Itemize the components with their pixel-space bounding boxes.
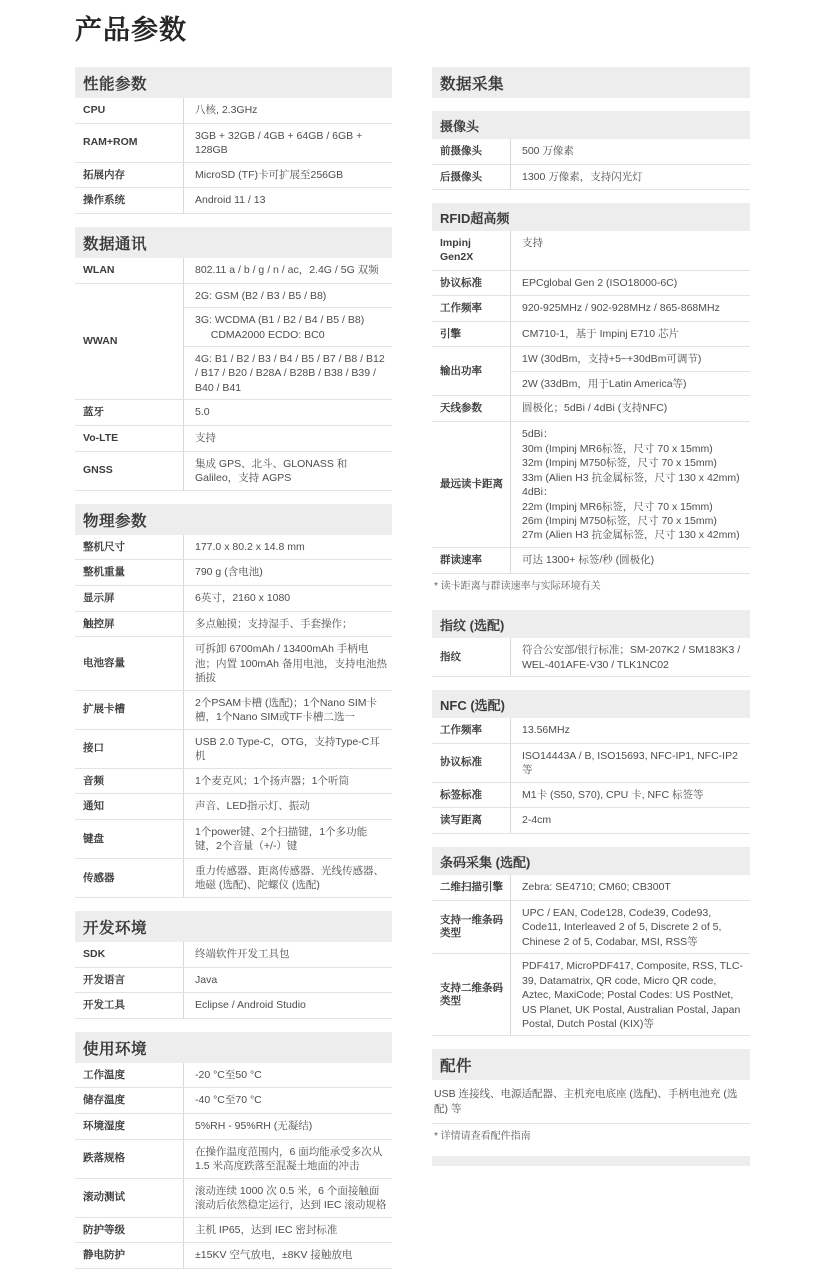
spec-label: 跌落规格 — [83, 1152, 125, 1165]
spec-label: 防护等级 — [83, 1223, 125, 1236]
spec-values — [183, 1179, 392, 1217]
spec-value-line: 滚动连续 1000 次 0.5 米，6 个面接触面滚动后依然稳定运行，达到 IEC 滚动规格 — [195, 1184, 387, 1212]
spec-values — [183, 637, 392, 689]
spec-label: 接口 — [83, 742, 104, 755]
spec-value-line: 177.0 x 80.2 x 14.8 mm — [195, 540, 305, 553]
spec-row — [432, 744, 750, 783]
spec-value-line: Zebra: SE4710; CM60; CB300T — [522, 880, 671, 893]
spec-value-cell — [184, 98, 392, 123]
spec-value-cell — [184, 1179, 392, 1217]
spec-value-cell — [184, 258, 392, 283]
spec-value-line: 可拆卸 6700mAh / 13400mAh 手柄电池；内置 100mAh 备用电池，支持电池热插拔 — [195, 643, 387, 685]
spec-value-cell — [511, 901, 750, 953]
spec-value-line: 802.11 a / b / g / n / ac，2.4G / 5G 双频 — [195, 263, 379, 276]
spec-value-cell — [184, 820, 392, 858]
spec-row — [432, 231, 750, 270]
spec-row — [75, 1243, 392, 1269]
spec-label: WWAN — [83, 335, 118, 348]
spec-value-line: Android 11 / 13 — [195, 194, 266, 207]
spec-value-line: 6英寸，2160 x 1080 — [195, 591, 291, 604]
spec-table-physical — [75, 535, 392, 898]
spec-row — [75, 284, 392, 401]
spec-values — [510, 396, 750, 421]
spec-value-line: EPCglobal Gen 2 (ISO18000-6C) — [522, 276, 678, 289]
section-header-accessories: 配件 — [432, 1049, 750, 1080]
spec-table-rfid-uhf — [432, 231, 750, 573]
spec-row — [432, 954, 750, 1036]
spec-values — [510, 296, 750, 321]
spec-value-cell — [511, 347, 750, 370]
spec-values — [183, 612, 392, 637]
spec-values — [183, 1218, 392, 1243]
spec-values — [183, 942, 392, 967]
spec-value-cell — [184, 284, 392, 307]
spec-label: 显示屏 — [83, 591, 115, 604]
spec-value-line: 多点触摸；支持湿手、手套操作； — [195, 617, 353, 630]
spec-value-line: 33m (Alien H3 抗金属标签，尺寸 130 x 42mm) — [522, 471, 740, 484]
spec-value-line: 4dBi： — [522, 486, 554, 499]
spec-values — [183, 400, 392, 425]
spec-value-line: 1W (30dBm，支持+5~+30dBm可调节) — [522, 353, 702, 366]
spec-values — [183, 98, 392, 123]
spec-values — [183, 1114, 392, 1139]
spec-value-cell — [184, 188, 392, 213]
spec-value-line: 920-925MHz / 902-928MHz / 865-868MHz — [522, 302, 720, 315]
spec-value-line: UPC / EAN, Code128, Code39, Code93, Code11, Interleaved 2 of 5, Discrete 2 of 5, Chinese 2 of 5, Codabar, MSI, RSS等 — [522, 906, 722, 948]
spec-values — [183, 859, 392, 897]
spec-row — [75, 1218, 392, 1244]
spec-row — [75, 993, 392, 1019]
spec-row — [432, 638, 750, 677]
section-header-communication: 数据通讯 — [75, 227, 392, 258]
spec-value-line: Java — [195, 973, 218, 986]
spec-value-cell — [184, 968, 392, 993]
footnote: * 详情请查看配件指南 — [434, 1130, 531, 1142]
spec-value-cell — [184, 535, 392, 560]
spec-value-line: 1300 万像素，支持闪光灯 — [522, 170, 643, 183]
spec-values — [183, 163, 392, 188]
spec-label: 引擎 — [440, 327, 461, 340]
spec-value-cell — [184, 730, 392, 768]
spec-row — [75, 535, 392, 561]
spec-value-line: 5.0 — [195, 406, 210, 419]
spec-table-fingerprint — [432, 638, 750, 677]
spec-value-line: 3GB + 32GB / 4GB + 64GB / 6GB + 128GB — [195, 129, 363, 157]
spec-label: 传感器 — [83, 871, 115, 884]
spec-values — [183, 258, 392, 283]
spec-value-cell — [511, 322, 750, 347]
spec-values — [510, 165, 750, 190]
spec-value-line: 22m (Impinj MR6标签，尺寸 70 x 15mm) — [522, 500, 713, 513]
spec-columns — [75, 67, 821, 1269]
spec-value-cell — [511, 165, 750, 190]
spec-row — [432, 322, 750, 348]
spec-row — [75, 942, 392, 968]
spec-value-line: 八核, 2.3GHz — [195, 104, 258, 116]
section-header-physical: 物理参数 — [75, 504, 392, 535]
spec-label: 拓展内存 — [83, 168, 125, 181]
spec-value-line: ISO14443A / B, ISO15693, NFC-IP1, NFC-IP2 等 — [522, 749, 738, 777]
spec-label: 操作系统 — [83, 194, 125, 207]
spec-values — [183, 730, 392, 768]
spec-value-cell — [184, 942, 392, 967]
spec-value-cell — [511, 548, 750, 573]
spec-label: SDK — [83, 947, 106, 960]
spec-row — [432, 718, 750, 744]
spec-value-line: 13.56MHz — [522, 724, 570, 737]
spec-value-line: PDF417, MicroPDF417, Composite, RSS, TLC-39, Datamatrix, QR code, Micro QR code, Aztec, MaxiCode; Postal Codes: US PostNet, US Planet, UK Postal, Australian Postal, Japan Postal, Dutch Postal (KIX)等 — [522, 960, 743, 1030]
spec-label: RAM+ROM — [83, 136, 138, 149]
spec-row — [432, 422, 750, 548]
section-header-dev-environment: 开发环境 — [75, 911, 392, 942]
spec-value-line: 1个power键、2个扫描键，1个多功能键，2个音量（+/-）键 — [195, 825, 368, 853]
spec-value-line: M1卡 (S50, S70), CPU 卡, NFC 标签等 — [522, 788, 704, 801]
spec-label: 开发语言 — [83, 973, 125, 986]
spec-values — [510, 422, 750, 547]
spec-values — [510, 139, 750, 164]
spec-row — [75, 637, 392, 690]
spec-row — [432, 875, 750, 901]
spec-value-line: 符合公安部/银行标准；SM-207K2 / SM183K3 / WEL-401AFE-V30 / TLK1NC02 — [522, 644, 741, 671]
spec-value-cell — [511, 422, 750, 547]
section-header-camera: 摄像头 — [432, 111, 750, 139]
spec-value-cell — [511, 875, 750, 900]
spec-row — [75, 188, 392, 214]
spec-value-cell — [511, 783, 750, 808]
spec-row — [75, 859, 392, 898]
spec-value-line: CM710-1，基于 Impinj E710 芯片 — [522, 327, 679, 340]
spec-value-line: 集成 GPS、北斗、GLONASS 和 Galileo，支持 AGPS — [195, 457, 348, 485]
section-header-nfc: NFC (选配) — [432, 690, 750, 718]
spec-row — [75, 124, 392, 163]
spec-value-line: USB 2.0 Type-C，OTG，支持Type-C耳机 — [195, 735, 380, 763]
spec-value-line: CDMA2000 ECDO: BC0 — [195, 328, 325, 341]
spec-value-line: 27m (Alien H3 抗金属标签，尺寸 130 x 42mm) — [522, 529, 740, 542]
spec-row — [75, 1088, 392, 1114]
section-header-barcode-capture: 条码采集 (选配) — [432, 847, 750, 875]
spec-row — [432, 271, 750, 297]
spec-values — [183, 691, 392, 729]
spec-row — [432, 808, 750, 834]
spec-values — [183, 535, 392, 560]
spec-value-line: 1个麦克风；1个扬声器；1个听筒 — [195, 774, 350, 787]
spec-value-cell — [184, 124, 392, 162]
spec-label: 工作频率 — [440, 724, 482, 737]
spec-label: 电池容量 — [83, 657, 125, 670]
spec-label: WLAN — [83, 263, 115, 276]
spec-row — [75, 691, 392, 730]
spec-row — [432, 347, 750, 396]
spec-values — [510, 808, 750, 833]
spec-value-line: -20 °C至50 °C — [195, 1068, 262, 1081]
spec-value-cell — [511, 718, 750, 743]
spec-value-cell — [184, 993, 392, 1018]
spec-label: 工作温度 — [83, 1068, 125, 1081]
spec-label: Impinj Gen2X — [440, 237, 474, 263]
spec-value-cell — [184, 346, 392, 399]
spec-value-line: 支持 — [522, 237, 543, 250]
spec-label: 前摄像头 — [440, 145, 482, 157]
spec-label: 触控屏 — [83, 617, 115, 630]
spec-row — [75, 1114, 392, 1140]
spec-values — [510, 322, 750, 347]
spec-value-cell — [184, 1063, 392, 1088]
spec-values — [183, 1140, 392, 1178]
spec-values — [183, 1063, 392, 1088]
spec-value-cell — [184, 637, 392, 689]
spec-table-performance — [75, 98, 392, 214]
spec-value-line: 3G: WCDMA (B1 / B2 / B4 / B5 / B8) — [195, 314, 365, 327]
spec-values — [510, 718, 750, 743]
spec-table-communication — [75, 258, 392, 491]
spec-label: 整机尺寸 — [83, 540, 125, 553]
spec-row — [75, 452, 392, 491]
spec-row — [75, 163, 392, 189]
spec-label: 输出功率 — [440, 365, 482, 378]
spec-value-line: 终端软件开发工具包 — [195, 947, 290, 960]
spec-label: 群读速率 — [440, 553, 482, 566]
spec-label: 标签标准 — [440, 788, 482, 801]
spec-values — [183, 1088, 392, 1113]
spec-value-line: 790 g (含电池) — [195, 566, 263, 579]
spec-value-cell — [511, 954, 750, 1035]
spec-value-cell — [184, 1088, 392, 1113]
spec-label: 支持一维条码类型 — [440, 913, 503, 940]
spec-value-line: 在操作温度范围内，6 面均能承受多次从 1.5 米高度跌落至混凝土地面的冲击 — [195, 1145, 383, 1173]
spec-label: 工作频率 — [440, 302, 482, 315]
spec-row — [75, 560, 392, 586]
spec-row — [75, 98, 392, 124]
spec-value-cell — [511, 271, 750, 296]
spec-value-cell — [184, 560, 392, 585]
spec-value-line: MicroSD (TF)卡可扩展至256GB — [195, 168, 344, 181]
spec-value-cell — [184, 794, 392, 819]
spec-values — [183, 586, 392, 611]
spec-value-line: 5%RH - 95%RH (无凝结) — [195, 1120, 313, 1133]
spec-values — [510, 954, 750, 1035]
spec-row — [432, 139, 750, 165]
empty-section-band — [432, 1156, 750, 1166]
section-header-fingerprint: 指纹 (选配) — [432, 610, 750, 638]
spec-values — [183, 452, 392, 490]
section-header-rfid-uhf: RFID超高频 — [432, 203, 750, 231]
spec-value-cell — [184, 426, 392, 451]
spec-value-cell — [184, 691, 392, 729]
spec-value-line: -40 °C至70 °C — [195, 1094, 262, 1107]
spec-label: 整机重量 — [83, 566, 125, 579]
spec-value-line: 4G: B1 / B2 / B3 / B4 / B5 / B7 / B8 / B12 / B17 / B20 / B28A / B28B / B38 / B39 / B40 / B41 — [195, 352, 385, 394]
spec-value-line: 2-4cm — [522, 814, 552, 827]
spec-value-line: Eclipse / Android Studio — [195, 999, 306, 1012]
spec-value-cell — [184, 586, 392, 611]
spec-values — [183, 769, 392, 794]
spec-values — [510, 548, 750, 573]
spec-row — [432, 296, 750, 322]
spec-value-cell — [184, 400, 392, 425]
spec-values — [510, 875, 750, 900]
spec-table-barcode-capture — [432, 875, 750, 1037]
spec-label: 二维扫描引擎 — [440, 880, 503, 893]
spec-value-line: 支持 — [195, 432, 216, 445]
spec-label: 读写距离 — [440, 814, 482, 827]
spec-label: 音频 — [83, 774, 104, 787]
spec-row — [75, 258, 392, 284]
spec-value-cell — [511, 396, 750, 421]
spec-value-line: 32m (Impinj M750标签，尺寸 70 x 15mm) — [522, 457, 717, 470]
spec-row — [75, 794, 392, 820]
spec-value-cell — [511, 231, 750, 269]
spec-value-line: 2W (33dBm，用于Latin America等) — [522, 377, 687, 390]
spec-value-cell — [511, 638, 750, 676]
spec-values — [510, 744, 750, 782]
spec-row — [75, 612, 392, 638]
spec-value-line: 500 万像素 — [522, 145, 574, 157]
spec-value-cell — [184, 769, 392, 794]
spec-label: Vo-LTE — [83, 432, 119, 445]
spec-label: 蓝牙 — [83, 406, 104, 419]
spec-table-usage-environment — [75, 1063, 392, 1269]
spec-label: 协议标准 — [440, 756, 482, 769]
spec-row — [75, 1179, 392, 1218]
right-column — [432, 67, 750, 1269]
spec-table-camera — [432, 139, 750, 190]
spec-value-line: 26m (Impinj M750标签，尺寸 70 x 15mm) — [522, 515, 717, 527]
spec-label: 环境湿度 — [83, 1120, 125, 1133]
spec-value-cell — [511, 139, 750, 164]
spec-values — [510, 347, 750, 395]
spec-values — [183, 968, 392, 993]
spec-label: 支持二维条码类型 — [440, 981, 503, 1008]
spec-value-cell — [511, 744, 750, 782]
spec-label: 天线参数 — [440, 402, 482, 415]
spec-value-cell — [184, 163, 392, 188]
footnote: * 读卡距离与群读速率与实际环境有关 — [434, 580, 601, 592]
spec-row — [432, 783, 750, 809]
spec-values — [183, 794, 392, 819]
spec-label: 键盘 — [83, 832, 104, 845]
accessories-text: USB 连接线、电源适配器、主机充电底座 (选配)、手柄电池充 (选配) 等 — [432, 1080, 750, 1123]
spec-row — [75, 400, 392, 426]
spec-value-cell — [184, 1243, 392, 1268]
spec-label: GNSS — [83, 464, 113, 477]
spec-value-line: 2个PSAM卡槽 (选配)；1个Nano SIM卡槽，1个Nano SIM或TF卡槽二选一 — [195, 696, 378, 724]
spec-value-line: 主机 IP65，达到 IEC 密封标准 — [195, 1223, 338, 1236]
spec-values — [183, 993, 392, 1018]
spec-value-cell — [511, 371, 750, 395]
spec-values — [183, 560, 392, 585]
spec-value-line: 2G: GSM (B2 / B3 / B5 / B8) — [195, 289, 327, 302]
spec-row — [432, 901, 750, 954]
spec-label: 扩展卡槽 — [83, 703, 125, 716]
spec-value-cell — [184, 307, 392, 346]
spec-label: 协议标准 — [440, 276, 482, 289]
spec-row — [432, 396, 750, 422]
spec-values — [510, 231, 750, 269]
spec-values — [183, 124, 392, 162]
spec-values — [183, 188, 392, 213]
spec-values — [183, 426, 392, 451]
spec-label: 储存温度 — [83, 1094, 125, 1107]
section-header-usage-environment: 使用环境 — [75, 1032, 392, 1063]
spec-value-line: 可达 1300+ 标签/秒 (圆极化) — [522, 553, 655, 566]
spec-label: CPU — [83, 104, 106, 116]
spec-table-dev-environment — [75, 942, 392, 1019]
spec-label: 静电防护 — [83, 1249, 125, 1262]
spec-value-cell — [511, 296, 750, 321]
spec-value-line: 5dBi： — [522, 428, 554, 441]
spec-value-line: 圆极化；5dBi / 4dBi (支持NFC) — [522, 402, 668, 415]
spec-value-line: 30m (Impinj MR6标签，尺寸 70 x 15mm) — [522, 442, 713, 455]
spec-values — [510, 901, 750, 953]
spec-value-cell — [184, 859, 392, 897]
spec-value-line: 重力传感器、距离传感器、光线传感器、地磁 (选配)、陀螺仪 (选配) — [195, 864, 384, 892]
spec-values — [510, 271, 750, 296]
spec-values — [510, 638, 750, 676]
spec-label: 指纹 — [440, 650, 461, 663]
spec-label: 滚动测试 — [83, 1191, 125, 1204]
spec-row — [75, 1140, 392, 1179]
spec-row — [432, 165, 750, 191]
spec-label: 开发工具 — [83, 999, 125, 1012]
spec-value-cell — [184, 612, 392, 637]
section-header-data-capture: 数据采集 — [432, 67, 750, 98]
spec-row — [75, 968, 392, 994]
spec-row — [75, 820, 392, 859]
left-column — [75, 67, 392, 1269]
spec-value-cell — [511, 808, 750, 833]
spec-table-nfc — [432, 718, 750, 834]
spec-value-line: 声音、LED指示灯、振动 — [195, 800, 310, 813]
spec-value-cell — [184, 1218, 392, 1243]
spec-row — [75, 730, 392, 769]
spec-values — [183, 820, 392, 858]
spec-label: 通知 — [83, 800, 104, 813]
spec-row — [432, 548, 750, 574]
spec-label: 最远读卡距离 — [440, 478, 503, 491]
section-header-performance: 性能参数 — [75, 67, 392, 98]
page-title: 产品参数 — [75, 15, 187, 45]
spec-value-cell — [184, 1114, 392, 1139]
spec-value-line: ±15KV 空气放电，±8KV 接触放电 — [195, 1249, 353, 1262]
spec-row — [75, 426, 392, 452]
spec-row — [75, 769, 392, 795]
spec-values — [510, 783, 750, 808]
spec-values — [183, 1243, 392, 1268]
spec-value-cell — [184, 1140, 392, 1178]
spec-row — [75, 586, 392, 612]
spec-row — [75, 1063, 392, 1089]
spec-label: 后摄像头 — [440, 170, 482, 183]
spec-value-cell — [184, 452, 392, 490]
spec-values — [183, 284, 392, 400]
